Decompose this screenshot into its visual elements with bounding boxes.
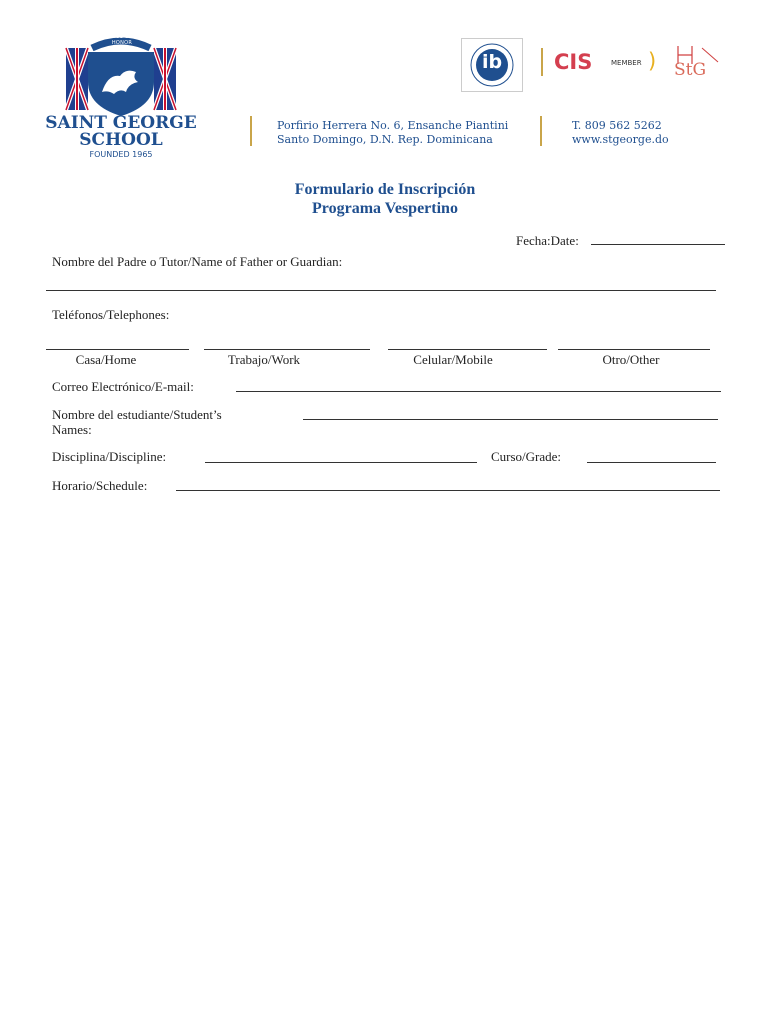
cis-logo (554, 50, 664, 78)
header-divider-2 (540, 116, 542, 146)
cis-logo-text: CIS (554, 50, 593, 74)
phone-other-line[interactable] (558, 349, 710, 350)
phone-work-line[interactable] (204, 349, 370, 350)
date-field-line[interactable] (591, 244, 725, 245)
phone-text: T. 809 562 5262 (572, 119, 662, 132)
schedule-label: Horario/Schedule: (52, 478, 148, 493)
guardian-label: Nombre del Padre o Tutor/Name of Father or Guardian: (52, 254, 343, 269)
schedule-field-line[interactable] (176, 490, 720, 491)
phone-work-label: Trabajo/Work (227, 352, 301, 367)
date-label: Fecha:Date: (516, 233, 579, 248)
student-label-line1: Nombre del estudiante/Student’s (52, 407, 222, 422)
discipline-label: Disciplina/Discipline: (52, 449, 167, 464)
partner-logo-text: StG (674, 60, 707, 80)
phone-other-label: Otro/Other (602, 352, 660, 367)
crest-icon (62, 34, 180, 118)
grade-field-line[interactable] (587, 462, 716, 463)
phone-mobile-line[interactable] (388, 349, 547, 350)
form-title-line1: Formulario de Inscripción (294, 181, 476, 198)
phone-mobile-label: Celular/Mobile (413, 352, 493, 367)
student-field-line[interactable] (303, 419, 718, 420)
student-label-line2: Names: (52, 422, 92, 437)
school-crest (62, 34, 180, 118)
school-name-line2: SCHOOL (79, 130, 163, 150)
form-title-line2: Programa Vespertino (312, 200, 458, 217)
cis-bracket-icon: ) (648, 49, 657, 73)
phone-home-label: Casa/Home (75, 352, 137, 367)
school-name-line1: SAINT GEORGE (45, 113, 197, 133)
address-line2: Santo Domingo, D.N. Rep. Dominicana (277, 133, 493, 146)
phone-home-line[interactable] (46, 349, 189, 350)
crest-motto: VIRTUS DEUS HONOR (103, 34, 141, 46)
header-divider-1 (250, 116, 252, 146)
email-label: Correo Electrónico/E-mail: (52, 379, 194, 394)
header-divider-3 (541, 48, 543, 76)
grade-label: Curso/Grade: (491, 449, 562, 464)
founded-text: FOUNDED 1965 (89, 150, 153, 159)
ib-logo (461, 38, 523, 92)
website-text: www.stgeorge.do (572, 133, 669, 146)
email-field-line[interactable] (236, 391, 721, 392)
ib-logo-text: ib (481, 51, 503, 73)
address-line1: Porfirio Herrera No. 6, Ensanche Piantini (277, 119, 509, 132)
discipline-field-line[interactable] (205, 462, 477, 463)
partner-logo (672, 42, 724, 84)
phones-label: Teléfonos/Telephones: (52, 307, 170, 322)
cis-member-text: MEMBER (611, 59, 642, 67)
guardian-field-line[interactable] (46, 290, 716, 291)
